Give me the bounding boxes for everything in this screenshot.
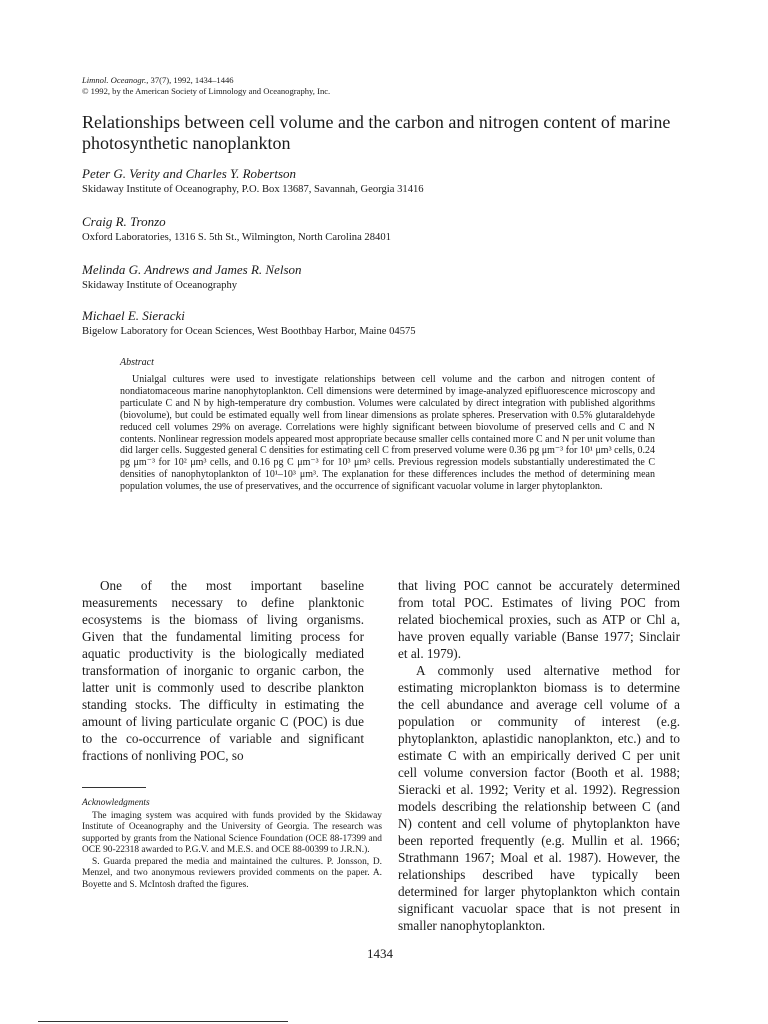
author-affiliation: Skidaway Institute of Oceanography bbox=[82, 280, 238, 291]
author-group-1 bbox=[82, 165, 722, 197]
abstract-section bbox=[120, 356, 655, 493]
bottom-rule bbox=[38, 1021, 288, 1022]
body-column-left bbox=[82, 577, 364, 764]
body-column-right bbox=[398, 577, 680, 934]
author-names: Peter G. Verity and Charles Y. Robertson bbox=[82, 166, 297, 181]
footnote-divider bbox=[82, 787, 146, 788]
author-names: Melinda G. Andrews and James R. Nelson bbox=[82, 262, 302, 277]
author-affiliation: Bigelow Laboratory for Ocean Sciences, West Boothbay Harbor, Maine 04575 bbox=[82, 326, 416, 337]
body-paragraph: One of the most important baseline measurements necessary to define planktonic ecosystems is the biomass of living organisms. Given that the fundamental limiting process for aquatic productivity is the biologically mediated transformation of inorganic to organic carbon, the latter unit is commonly used to describe plankton standing stocks. The difficulty in estimating the amount of living particulate organic C (POC) is due to the co-occurrence of variable and significant fractions of nonliving POC, so bbox=[82, 578, 364, 763]
acknowledgments-paragraph: S. Guarda prepared the media and maintained the cultures. P. Jonsson, D. Menzel, and two anonymous reviewers provided comments on the paper. A. Boyette and S. McIntosh drafted the figures. bbox=[82, 856, 382, 890]
author-group-4 bbox=[82, 307, 722, 339]
body-paragraph: that living POC cannot be accurately determined from total POC. Estimates of living POC from related biochemical proxies, such as ATP or Chl a, have proven equally variable (Banse 1977; Sinclair et al. 1979). bbox=[398, 578, 680, 661]
author-names: Craig R. Tronzo bbox=[82, 214, 166, 229]
author-affiliation: Oxford Laboratories, 1316 S. 5th St., Wilmington, North Carolina 28401 bbox=[82, 232, 391, 243]
acknowledgments-paragraph: The imaging system was acquired with funds provided by the Skidaway Institute of Oceanography and the University of Georgia. The research was supported by grants from the National Science Foundation (OCE 88-17399 and OCE 90-22318 awarded to P.G.V. and M.E.S. and OCE 88-00399 to J.R.N.). bbox=[82, 810, 382, 855]
volume-pages: , 37(7), 1992, 1434–1446 bbox=[146, 75, 234, 85]
citation-header bbox=[82, 75, 682, 97]
copyright-line: © 1992, by the American Society of Limnology and Oceanography, Inc. bbox=[82, 86, 331, 96]
paper-title: Relationships between cell volume and the carbon and nitrogen content of marine photosynthetic nanoplankton bbox=[82, 112, 671, 153]
author-affiliation: Skidaway Institute of Oceanography, P.O. Box 13687, Savannah, Georgia 31416 bbox=[82, 184, 424, 195]
author-names: Michael E. Sieracki bbox=[82, 308, 185, 323]
author-group-3 bbox=[82, 261, 722, 293]
acknowledgments-section bbox=[82, 798, 382, 891]
acknowledgments-heading: Acknowledgments bbox=[82, 798, 150, 808]
abstract-text: Unialgal cultures were used to investigate relationships between cell volume and the carbon and nitrogen content of nondiatomaceous marine nanophytoplankton. Cell dimensions were determined by image-analyzed epifluorescence microscopy and particulate C and N by high-temperature dry combustion. Volumes were calculated by direct integration with published algorithms (biovolume), but could be estimated equally well from linear dimensions as prolate spheres. Preservation with 0.5% glutaraldehyde reduced cell volumes 29% on average. Correlations were highly significant between biovolume of preserved cells and C and N contents. Nonlinear regression models appeared most appropriate because smaller cells contained more C and N per unit volume than did larger cells. Suggested general C densities for estimating cell C from preserved volume were 0.36 pg μm⁻³ for 10¹ μm³ cells, 0.24 pg μm⁻³ for 10² μm³ cells, and 0.16 pg C μm⁻³ for 10³ μm³ cells. Previous regression models substantially underestimated the C densities of nanophytoplankton of 10¹–10³ μm³. The explanation for these differences includes the method of determining mean population volumes, the use of preservatives, and the occurrence of significant vacuolar volume in larger phytoplankton. bbox=[120, 374, 655, 493]
abstract-heading: Abstract bbox=[120, 357, 154, 368]
author-group-2 bbox=[82, 213, 722, 245]
body-paragraph: A commonly used alternative method for estimating microplankton biomass is to determine the cell abundance and average cell volume of a population or community of interest (e.g. phytoplankton, aplastidic nanoplankton, etc.) and to estimate C with an empirically derived C per unit cell volume conversion factor (Booth et al. 1988; Sieracki et al. 1992; Verity et al. 1992). Regression models describing the relationship between C (and N) content and cell volume of phytoplankton have been reported frequently (e.g. Mullin et al. 1966; Strathmann 1967; Moal et al. 1987). However, the relationships described have typically been determined for larger phytoplankton which contain significant vacuolar space that is not present in smaller nanophytoplankton. bbox=[398, 663, 680, 933]
journal-name: Limnol. Oceanogr. bbox=[82, 75, 147, 85]
page-number: 1434 bbox=[367, 946, 393, 961]
